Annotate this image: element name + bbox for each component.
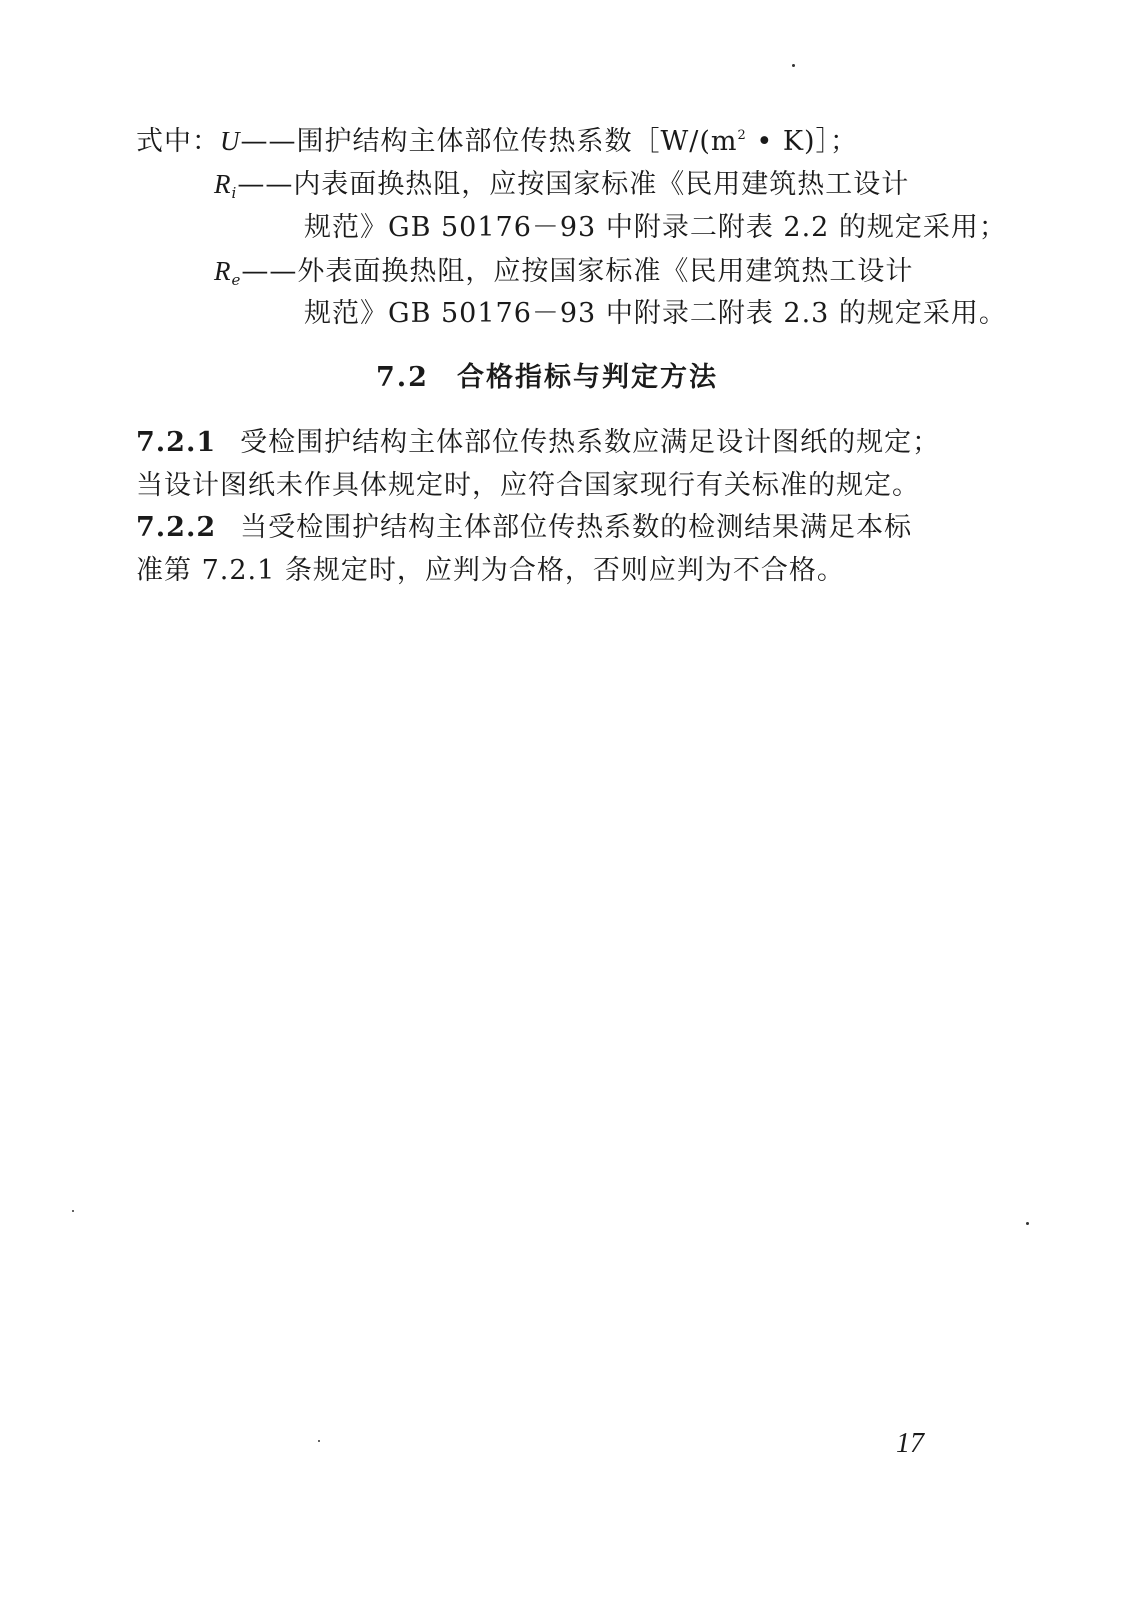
re-definition-line2: 规范》GB 50176－93 中附录二附表 2.3 的规定采用。 (304, 298, 1007, 329)
section-title: 合格指标与判定方法 (456, 362, 718, 393)
symbol-r: R (214, 169, 232, 199)
symbol-r: R (214, 256, 232, 286)
scan-speck (72, 1210, 74, 1212)
clause-text: 受检围护结构主体部位传热系数应满足设计图纸的规定； (240, 427, 941, 458)
symbol-re-subscript: e (231, 271, 242, 289)
where-intro: 式中： (136, 126, 220, 157)
section-number: 7.2 (376, 362, 429, 393)
clause-7-2-2-line1 (136, 510, 912, 546)
scan-speck (792, 64, 795, 67)
u-definition-tail: • K)］； (746, 126, 859, 157)
u-definition: ——围护结构主体部位传热系数［W/(m (240, 126, 738, 157)
re-definition-line1: ——外表面换热阻，应按国家标准《民用建筑热工设计 (241, 256, 914, 287)
where-ri-line2 (304, 210, 1007, 246)
ri-definition-line1: ——内表面换热阻，应按国家标准《民用建筑热工设计 (237, 169, 910, 200)
clause-7-2-2-line2 (136, 553, 845, 589)
clause-number: 7.2.2 (136, 512, 217, 543)
clause-text: 当设计图纸未作具体规定时，应符合国家现行有关标准的规定。 (136, 470, 920, 501)
where-u-line (136, 118, 858, 160)
section-heading (376, 360, 718, 396)
clause-7-2-1-line1 (136, 425, 940, 461)
symbol-u: U (220, 126, 241, 156)
clause-text: 当受检围护结构主体部位传热系数的检测结果满足本标 (240, 512, 913, 543)
where-re-line2 (304, 296, 1007, 332)
ri-definition-line2: 规范》GB 50176－93 中附录二附表 2.2 的规定采用； (304, 212, 1007, 243)
clause-text: 准第 7.2.1 条规定时，应判为合格，否则应判为不合格。 (136, 555, 845, 586)
where-re-line1 (214, 253, 913, 298)
scan-speck (318, 1440, 320, 1442)
clause-number: 7.2.1 (136, 427, 217, 458)
symbol-ri-subscript: i (231, 184, 238, 202)
page-number: 17 (896, 1428, 924, 1459)
scan-speck (1026, 1222, 1029, 1225)
clause-7-2-1-line2 (136, 468, 920, 504)
where-ri-line1 (214, 166, 909, 211)
u-unit-exponent: 2 (737, 128, 747, 143)
